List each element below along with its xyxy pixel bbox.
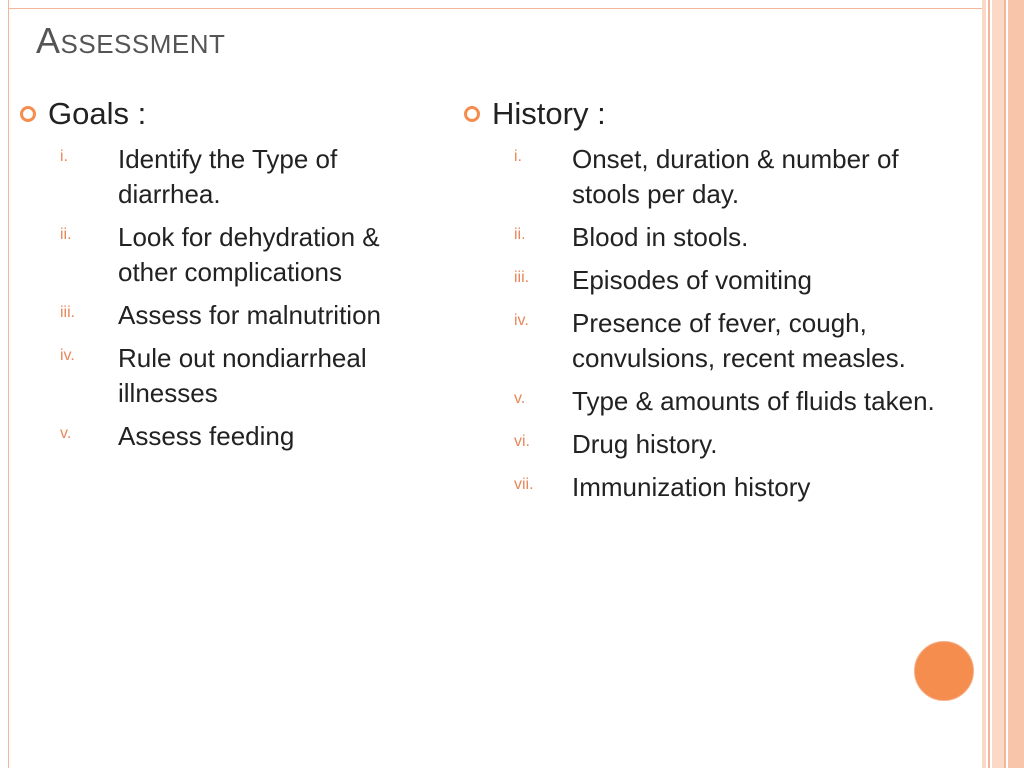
list-item-number: iii. xyxy=(60,304,76,321)
list-item xyxy=(20,220,440,290)
frame-line-left xyxy=(8,0,9,768)
title-rest: SSESSMENT xyxy=(60,29,226,59)
goals-column xyxy=(20,92,440,462)
list-item-text: Assess feeding xyxy=(118,421,295,451)
list-item-number: iii. xyxy=(514,269,530,286)
list-item-number: v. xyxy=(60,425,72,442)
list-item xyxy=(464,470,964,505)
list-item xyxy=(464,142,964,212)
list-item xyxy=(20,298,440,333)
goals-heading-label: Goals : xyxy=(48,96,147,131)
stripe xyxy=(1004,0,1006,768)
list-item-number: vii. xyxy=(514,476,534,493)
list-item-number: iv. xyxy=(60,347,75,364)
ring-bullet-icon xyxy=(20,106,36,122)
stripe xyxy=(982,0,986,768)
decorative-circle xyxy=(914,641,974,701)
list-item-text: Assess for malnutrition xyxy=(118,300,381,330)
stripe xyxy=(988,0,990,768)
title-capital: A xyxy=(36,20,61,61)
list-item-text: Blood in stools. xyxy=(572,222,749,252)
history-column xyxy=(464,92,964,513)
history-heading-label: History : xyxy=(492,96,606,131)
list-item-text: Onset, duration & number of stools per day. xyxy=(572,144,899,209)
list-item-text: Identify the Type of diarrhea. xyxy=(118,144,338,209)
list-item-number: i. xyxy=(514,148,522,165)
list-item-text: Type & amounts of fluids taken. xyxy=(572,386,935,416)
list-item-text: Drug history. xyxy=(572,429,718,459)
list-item-number: iv. xyxy=(514,312,529,329)
list-item-text: Rule out nondiarrheal illnesses xyxy=(118,343,367,408)
list-item xyxy=(464,427,964,462)
goals-heading xyxy=(20,92,440,136)
list-item-text: Episodes of vomiting xyxy=(572,265,812,295)
list-item xyxy=(20,341,440,411)
list-item xyxy=(20,419,440,454)
list-item-text: Immunization history xyxy=(572,472,811,502)
list-item-number: i. xyxy=(60,148,68,165)
list-item-text: Presence of fever, cough, convulsions, recent measles. xyxy=(572,308,906,373)
goals-list xyxy=(20,142,440,454)
list-item xyxy=(464,306,964,376)
ring-bullet-icon xyxy=(464,106,480,122)
list-item xyxy=(464,220,964,255)
list-item-text: Look for dehydration & other complications xyxy=(118,222,380,287)
stripe xyxy=(1008,0,1024,768)
stripe xyxy=(992,0,1004,768)
list-item xyxy=(464,384,964,419)
list-item-number: ii. xyxy=(60,226,72,243)
slide-title xyxy=(36,20,225,62)
list-item xyxy=(20,142,440,212)
decorative-stripes xyxy=(982,0,1024,768)
list-item-number: v. xyxy=(514,390,526,407)
list-item-number: vi. xyxy=(514,433,530,450)
history-heading xyxy=(464,92,964,136)
history-list xyxy=(464,142,964,505)
frame-line-top xyxy=(8,8,986,9)
list-item xyxy=(464,263,964,298)
list-item-number: ii. xyxy=(514,226,526,243)
